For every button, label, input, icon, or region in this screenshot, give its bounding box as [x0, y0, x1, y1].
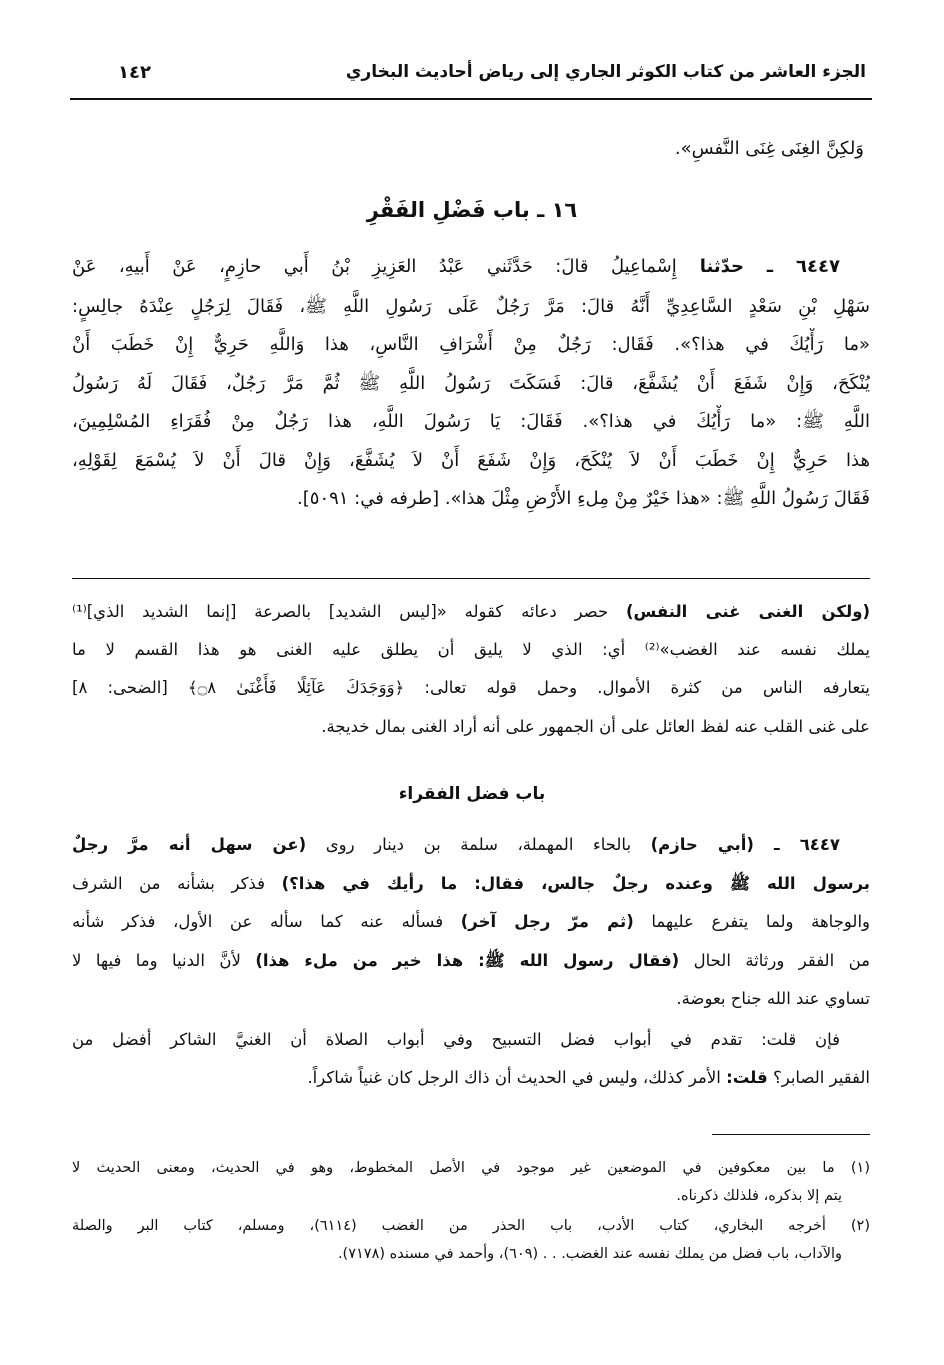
bold-text-segment: (فقال رسول الله ﷺ: هذا خير من ملء هذا): [255, 951, 680, 970]
text-line: [72, 367, 870, 401]
text-segment: هذا حَرِيٌّ إِنْ خَطَبَ أَنْ لاَ يُنْكَحَ، وَإِنْ شَفَعَ أَنْ لاَ يُشَفَّعَ، وَإِنْ قالَ أَنْ لاَ يُسْمَعَ لِقَوْلِهِ،: [72, 450, 870, 471]
bold-text-segment: قلت:: [726, 1068, 768, 1087]
page-number: ١٤٢: [118, 62, 151, 83]
text-segment: (٢) أخرجه البخاري، كتاب الأدب، باب الحذر من الغضب (٦١١٤)، ومسلم، كتاب البر والصلة: [72, 1218, 870, 1234]
text-segment: «ما رَأْيُكَ في هذا؟». فَقَال: رَجُلٌ مِنْ أَشْرَافِ النَّاسِ، هذا وَاللَّهِ حَرِيٌّ إِنْ خَطَبَ أَنْ: [72, 334, 870, 355]
text-line: [72, 945, 870, 977]
text-line: [72, 444, 870, 478]
text-line: [72, 482, 870, 516]
text-line: [72, 1183, 842, 1209]
footnote-rule: [712, 1134, 870, 1135]
text-segment: والوجاهة ولما يتفرع عليهما: [633, 912, 870, 931]
text-line: [72, 1155, 870, 1181]
text-segment: بالحاء المهملة، سلمة بن دينار روى: [306, 835, 651, 854]
text-segment: حصر دعائه كقوله «[ليس الشديد] بالصرعة [إنما الشديد الذي]⁽¹⁾: [72, 602, 626, 621]
text-segment: فسأله عنه كما سأله عن الأول، فذكر شأنه: [72, 912, 461, 931]
text-segment: سَهْلِ بْنِ سَعْدٍ السَّاعِدِيِّ أَنَّهُ قالَ: مَرَّ رَجُلٌ عَلَى رَسُولِ اللَّهِ ﷺ، فَقَالَ لِرَجُلٍ عِنْدَهُ جالِسٍ:: [72, 296, 870, 317]
text-line: [72, 405, 870, 439]
text-segment: لأنَّ الدنيا وما فيها لا: [72, 951, 256, 970]
text-line: [72, 906, 870, 938]
bold-text-segment: (ولكن الغنى غنى النفس): [626, 602, 870, 621]
text-segment: إِسْماعِيلُ قالَ: حَدَّثَني عَبْدُ العَزِيزِ بْنُ أَبي حازِمٍ، عَنْ أَبيهِ، عَنْ: [72, 256, 677, 277]
text-line: [72, 868, 870, 900]
text-segment: يتم إلا بذكره، فلذلك ذكرناه.: [676, 1188, 842, 1204]
running-header-title: الجزء العاشر من كتاب الكوثر الجاري إلى رياض أحاديث البخاري: [345, 62, 866, 82]
separator-rule: [72, 578, 870, 579]
text-segment: والآداب، باب فضل من يملك نفسه عند الغضب. . . (٦٠٩)، وأحمد في مسنده (٧١٧٨).: [337, 1246, 842, 1262]
bold-text-segment: ٦٤٤٧ ـ (أبي حازم): [650, 835, 840, 854]
text-segment: يُنْكَحَ، وَإِنْ شَفَعَ أَنْ يُشَفَّعَ، قالَ: فَسَكَتَ رَسُولُ اللَّهِ ﷺ ثُمَّ مَرَّ رَجُلٌ، فَقَالَ لَهُ رَسُولُ: [72, 373, 870, 394]
previous-hadith-ending: وَلكِنَّ الغِنَى غِنَى النَّفسِ».: [674, 138, 864, 159]
text-line: [72, 1213, 870, 1239]
text-segment: يملك نفسه عند الغضب»⁽²⁾ أي: الذي لا يليق أن يطلق عليه الغنى هو هذا القسم لا ما: [72, 640, 870, 659]
header-rule: [70, 98, 872, 100]
text-line: [72, 1062, 870, 1094]
bold-text-segment: (عن سهل أنه مرَّ رجلٌ: [72, 835, 307, 854]
text-segment: فإن قلت: تقدم في أبواب فضل التسبيح وفي أبواب الصلاة أن الغنيَّ الشاكر أفضل من: [72, 1030, 840, 1049]
text-line: [72, 829, 840, 861]
text-segment: اللَّهِ ﷺ: «ما رَأْيُكَ في هذا؟». فَقَالَ: يَا رَسُولَ اللَّهِ، هذا رَجُلٌ مِنْ فُقَرَاءِ المُسْلِمِينَ،: [72, 411, 870, 432]
text-segment: الفقير الصابر؟: [767, 1068, 870, 1087]
text-line: [72, 983, 870, 1015]
text-line: [72, 290, 870, 324]
text-line: [72, 596, 870, 628]
text-line: [72, 250, 840, 284]
text-line: [72, 328, 870, 362]
text-segment: فَقَالَ رَسُولُ اللَّهِ ﷺ: «هذا خَيْرٌ مِنْ مِلءِ الأَرْضِ مِثْلَ هذا». [طرفه في: ٥٠٩١].: [297, 488, 870, 509]
text-line: [72, 1024, 840, 1056]
text-segment: فذكر بشأنه من الشرف: [72, 874, 282, 893]
bold-text-segment: (ثم مرّ رجل آخر): [460, 912, 634, 931]
bold-text-segment: ٦٤٤٧ ـ حدّثنا: [676, 256, 840, 277]
commentary-heading: باب فضل الفقراء: [398, 784, 546, 804]
text-line: [72, 634, 870, 666]
text-segment: على غنى القلب عنه لفظ العائل على أن الجمهور على أنه أراد الغنى بمال خديجة.: [321, 717, 870, 736]
chapter-heading: ١٦ ـ باب فَضْلِ الفَقْرِ: [366, 198, 578, 222]
text-segment: الأمر كذلك، وليس في الحديث أن ذاك الرجل كان غنياً شاكراً.: [307, 1068, 727, 1087]
text-line: [72, 672, 870, 704]
text-line: [72, 711, 870, 743]
text-segment: من الفقر ورثاثة الحال: [679, 951, 870, 970]
bold-text-segment: برسول الله ﷺ وعنده رجلٌ جالس، فقال: ما رأيك في هذا؟): [281, 874, 870, 893]
text-line: [72, 1241, 842, 1267]
text-segment: (١) ما بين معكوفين في الموضعين غير موجود في الأصل المخطوط، وهو في الحديث، ومعنى الحديث لا: [72, 1160, 870, 1176]
text-segment: يتعارفه الناس من كثرة الأموال. وحمل قوله تعالى: ﴿وَوَجَدَكَ عَآئِلًا فَأَغْنَىٰ ۝٨﴾ [الضحى: ٨]: [72, 678, 870, 697]
text-segment: تساوي عند الله جناح بعوضة.: [676, 989, 870, 1008]
